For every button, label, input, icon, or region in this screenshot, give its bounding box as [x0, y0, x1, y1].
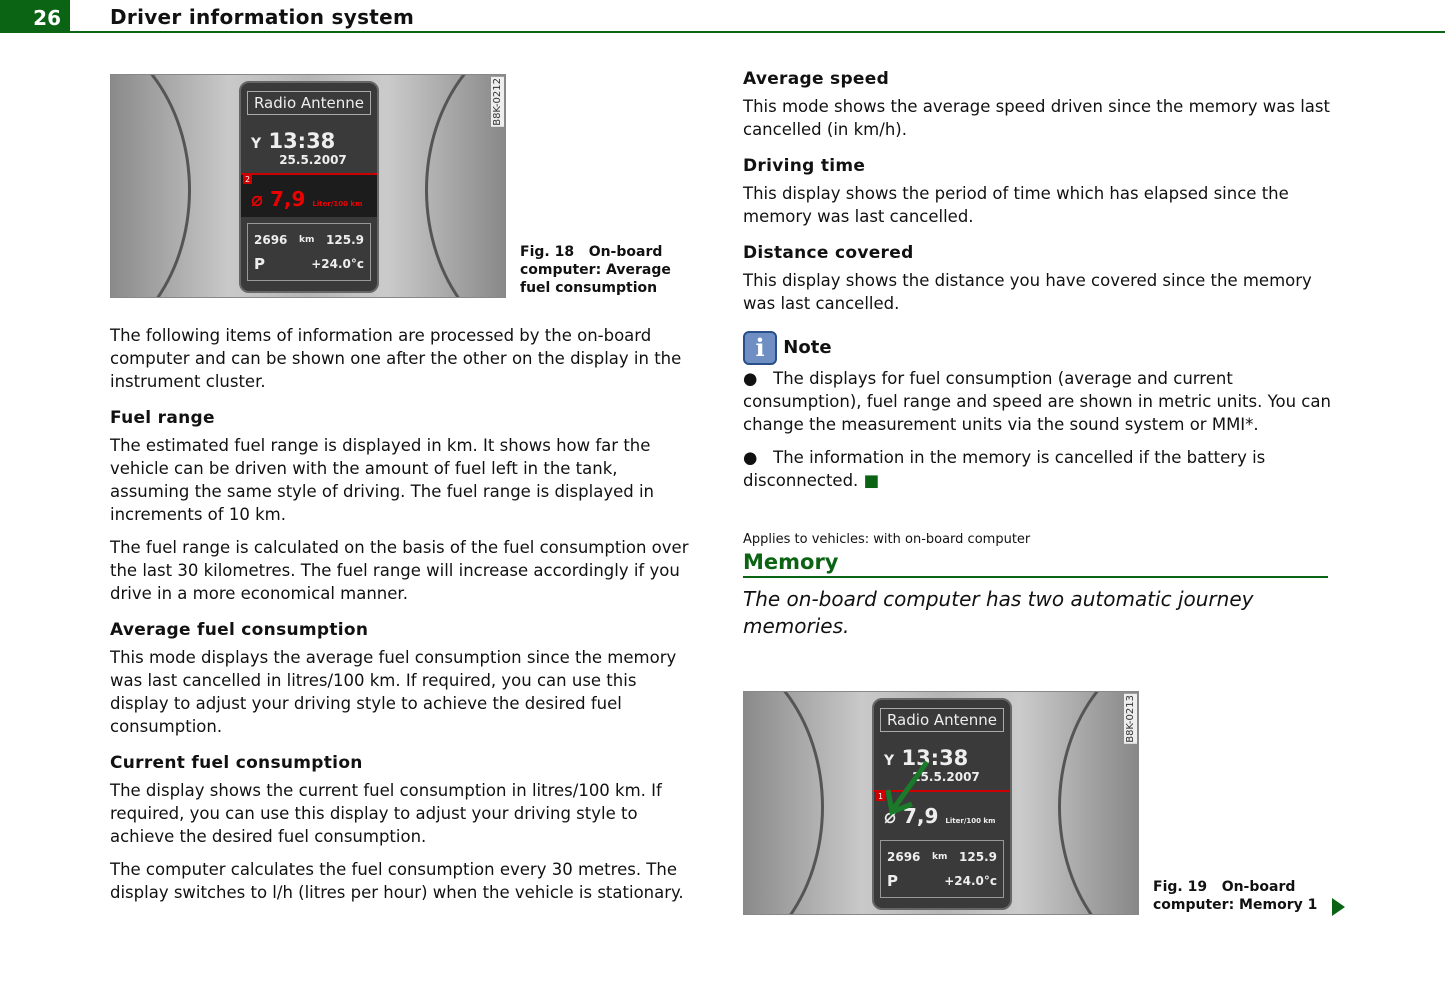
heading-fuel-range: Fuel range	[110, 408, 215, 428]
time: 13:38	[268, 129, 336, 153]
consumption-unit: Liter/100 km	[945, 817, 996, 825]
radio-station: Radio Antenne	[247, 91, 371, 115]
pointer-arrow-icon	[882, 758, 932, 818]
page-title: Driver information system	[110, 5, 415, 29]
paragraph: This mode displays the average fuel consumption since the memory was last cancelled in litres/100 km. If required, you can use this display to adjust your driving style to achieve the desired fuel consumption.	[110, 648, 677, 736]
consumption-row	[241, 173, 377, 217]
figure-19-cluster	[743, 691, 1139, 915]
memory-lead: The on-board computer has two automatic journey memories.	[743, 587, 1254, 638]
display-screen	[239, 81, 379, 293]
memory-badge: 2	[245, 175, 251, 184]
left-gauge	[743, 691, 824, 915]
note-heading	[743, 331, 1333, 365]
heading-distance: Distance covered	[743, 243, 914, 263]
caption-text: On-board computer: Memory 1	[1153, 879, 1318, 913]
figure-19-caption	[1153, 878, 1333, 914]
odometer: 125.9	[959, 850, 997, 864]
display-screen	[872, 698, 1012, 910]
note-bullet: ● The displays for fuel consumption (average and current consumption), fuel range and speed are shown in metric units. You can change the measurement units via the sound system or MMI*.	[743, 369, 1331, 434]
antenna-icon: Y	[251, 136, 262, 152]
range: 2696	[254, 233, 288, 247]
continue-arrow-icon	[1332, 898, 1345, 916]
note-title: Note	[783, 337, 832, 358]
consumption: ⌀ 7,9 Liter/100 km	[251, 187, 363, 211]
paragraph: The estimated fuel range is displayed in km. It shows how far the vehicle can be driven with the amount of fuel left in the tank, assuming the same style of driving. The fuel range is displayed in increments of 10 km.	[110, 436, 654, 524]
left-column	[110, 324, 695, 914]
paragraph: The display shows the current fuel consumption in litres/100 km. If required, you can use this display to adjust your driving style to achieve the desired fuel consumption.	[110, 781, 662, 846]
paragraph: The fuel range is calculated on the basis of the fuel consumption over the last 30 kilometres. The fuel range will increase accordingly if you drive in a more economical manner.	[110, 538, 689, 603]
figure-code: B8K-0213	[1125, 695, 1136, 743]
consumption: ⌀ 7,9 Liter/100 km	[884, 804, 996, 828]
paragraph: The computer calculates the fuel consumption every 30 metres. The display switches to l/h (litres per hour) when the vehicle is stationary.	[110, 860, 684, 902]
section-title-memory: Memory	[743, 551, 1328, 578]
caption-text: On-board computer: Average fuel consumption	[520, 244, 671, 296]
radio-station: Radio Antenne	[880, 708, 1004, 732]
caption-number: Fig. 19	[1153, 879, 1208, 895]
end-square-icon: ■	[863, 471, 880, 490]
page-number: 26	[0, 0, 70, 33]
note-text: The information in the memory is cancelled if the battery is disconnected.	[743, 448, 1266, 490]
figure-code: B8K-0212	[492, 78, 503, 126]
caption-number: Fig. 18	[520, 244, 575, 260]
info-icon: i	[743, 331, 777, 365]
heading-driving-time: Driving time	[743, 156, 866, 176]
note-text: The displays for fuel consumption (average and current consumption), fuel range and speed are shown in metric units. You can change the measurement units via the sound system or MMI*.	[743, 369, 1331, 434]
consumption-unit: Liter/100 km	[312, 200, 363, 208]
heading-average-fuel: Average fuel consumption	[110, 620, 369, 640]
antenna-icon: Y	[884, 753, 895, 769]
date: 25.5.2007	[279, 153, 347, 167]
range-unit: km	[932, 852, 948, 862]
heading-current-fuel: Current fuel consumption	[110, 753, 363, 773]
temperature: +24.0°c	[311, 257, 364, 271]
consumption-value: 7,9	[903, 804, 939, 828]
right-column	[743, 54, 1333, 640]
paragraph: This mode shows the average speed driven since the memory was last cancelled (in km/h).	[743, 97, 1330, 139]
intro-text: The following items of information are processed by the on-board computer and can be shown one after the other on the display in the instrument cluster.	[110, 326, 682, 391]
paragraph: This display shows the distance you have covered since the memory was last cancelled.	[743, 271, 1312, 313]
odometer: 125.9	[326, 233, 364, 247]
range-unit: km	[299, 235, 315, 245]
time: 13:38	[901, 746, 969, 770]
note-bullet: ● The information in the memory is cancelled if the battery is disconnected. ■	[743, 448, 1266, 490]
status-box	[247, 223, 371, 281]
memory-badge: 1	[878, 792, 884, 801]
clock	[251, 129, 377, 153]
figure-18-cluster	[110, 74, 506, 298]
range: 2696	[887, 850, 921, 864]
consumption-value: 7,9	[270, 187, 306, 211]
heading-average-speed: Average speed	[743, 69, 890, 89]
applies-to: Applies to vehicles: with on-board computer	[743, 532, 1031, 547]
figure-18-caption	[520, 243, 700, 297]
gear: P	[887, 872, 898, 890]
gear: P	[254, 255, 265, 273]
status-box	[880, 840, 1004, 898]
header-rule	[70, 31, 1445, 33]
paragraph: This display shows the period of time which has elapsed since the memory was last cancelled.	[743, 184, 1289, 226]
date: 25.5.2007	[912, 770, 980, 784]
left-gauge	[110, 74, 191, 298]
temperature: +24.0°c	[944, 874, 997, 888]
